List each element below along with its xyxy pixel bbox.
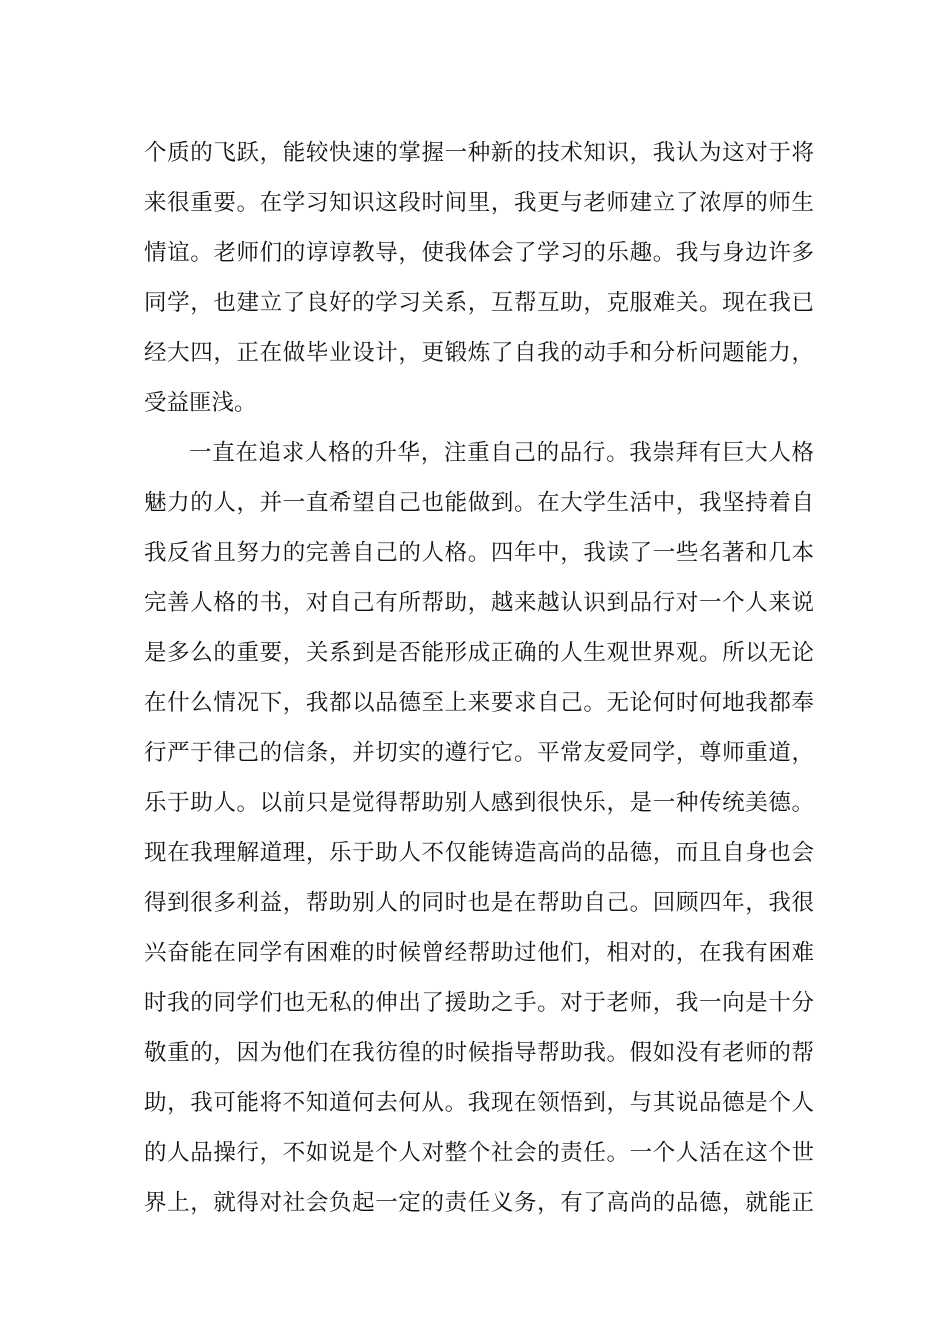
text-line: 完善人格的书，对自己有所帮助，越来越认识到品行对一个人来说 xyxy=(144,590,814,616)
text-line: 的人品操行，不如说是个人对整个社会的责任。一个人活在这个世 xyxy=(144,1140,814,1166)
text-line: 魅力的人，并一直希望自己也能做到。在大学生活中，我坚持着自 xyxy=(144,490,814,516)
text-line: 情谊。老师们的谆谆教导，使我体会了学习的乐趣。我与身边许多 xyxy=(144,240,814,266)
text-line: 经大四，正在做毕业设计，更锻炼了自我的动手和分析问题能力， xyxy=(144,340,814,366)
text-line: 时我的同学们也无私的伸出了援助之手。对于老师，我一向是十分 xyxy=(144,990,814,1016)
body-text xyxy=(144,128,814,1228)
text-line: 是多么的重要，关系到是否能形成正确的人生观世界观。所以无论 xyxy=(144,640,814,666)
text-line: 界上，就得对社会负起一定的责任义务，有了高尚的品德，就能正 xyxy=(144,1190,814,1216)
text-line: 得到很多利益，帮助别人的同时也是在帮助自己。回顾四年，我很 xyxy=(144,890,814,916)
text-line: 我反省且努力的完善自己的人格。四年中，我读了一些名著和几本 xyxy=(144,540,814,566)
text-line: 一直在追求人格的升华，注重自己的品行。我崇拜有巨大人格 xyxy=(189,440,814,466)
text-line: 敬重的，因为他们在我彷徨的时候指导帮助我。假如没有老师的帮 xyxy=(144,1040,814,1066)
text-line: 乐于助人。以前只是觉得帮助别人感到很快乐，是一种传统美德。 xyxy=(144,790,814,816)
text-line: 受益匪浅。 xyxy=(144,390,257,416)
text-line: 助，我可能将不知道何去何从。我现在领悟到，与其说品德是个人 xyxy=(144,1090,814,1116)
text-line: 在什么情况下，我都以品德至上来要求自己。无论何时何地我都奉 xyxy=(144,690,814,716)
text-line: 现在我理解道理，乐于助人不仅能铸造高尚的品德，而且自身也会 xyxy=(144,840,814,866)
text-line: 来很重要。在学习知识这段时间里，我更与老师建立了浓厚的师生 xyxy=(144,190,814,216)
text-line: 同学，也建立了良好的学习关系，互帮互助，克服难关。现在我已 xyxy=(144,290,814,316)
text-line: 兴奋能在同学有困难的时候曾经帮助过他们，相对的，在我有困难 xyxy=(144,940,814,966)
text-line: 行严于律己的信条，并切实的遵行它。平常友爱同学，尊师重道， xyxy=(144,740,814,766)
text-line: 个质的飞跃，能较快速的掌握一种新的技术知识，我认为这对于将 xyxy=(144,140,814,166)
